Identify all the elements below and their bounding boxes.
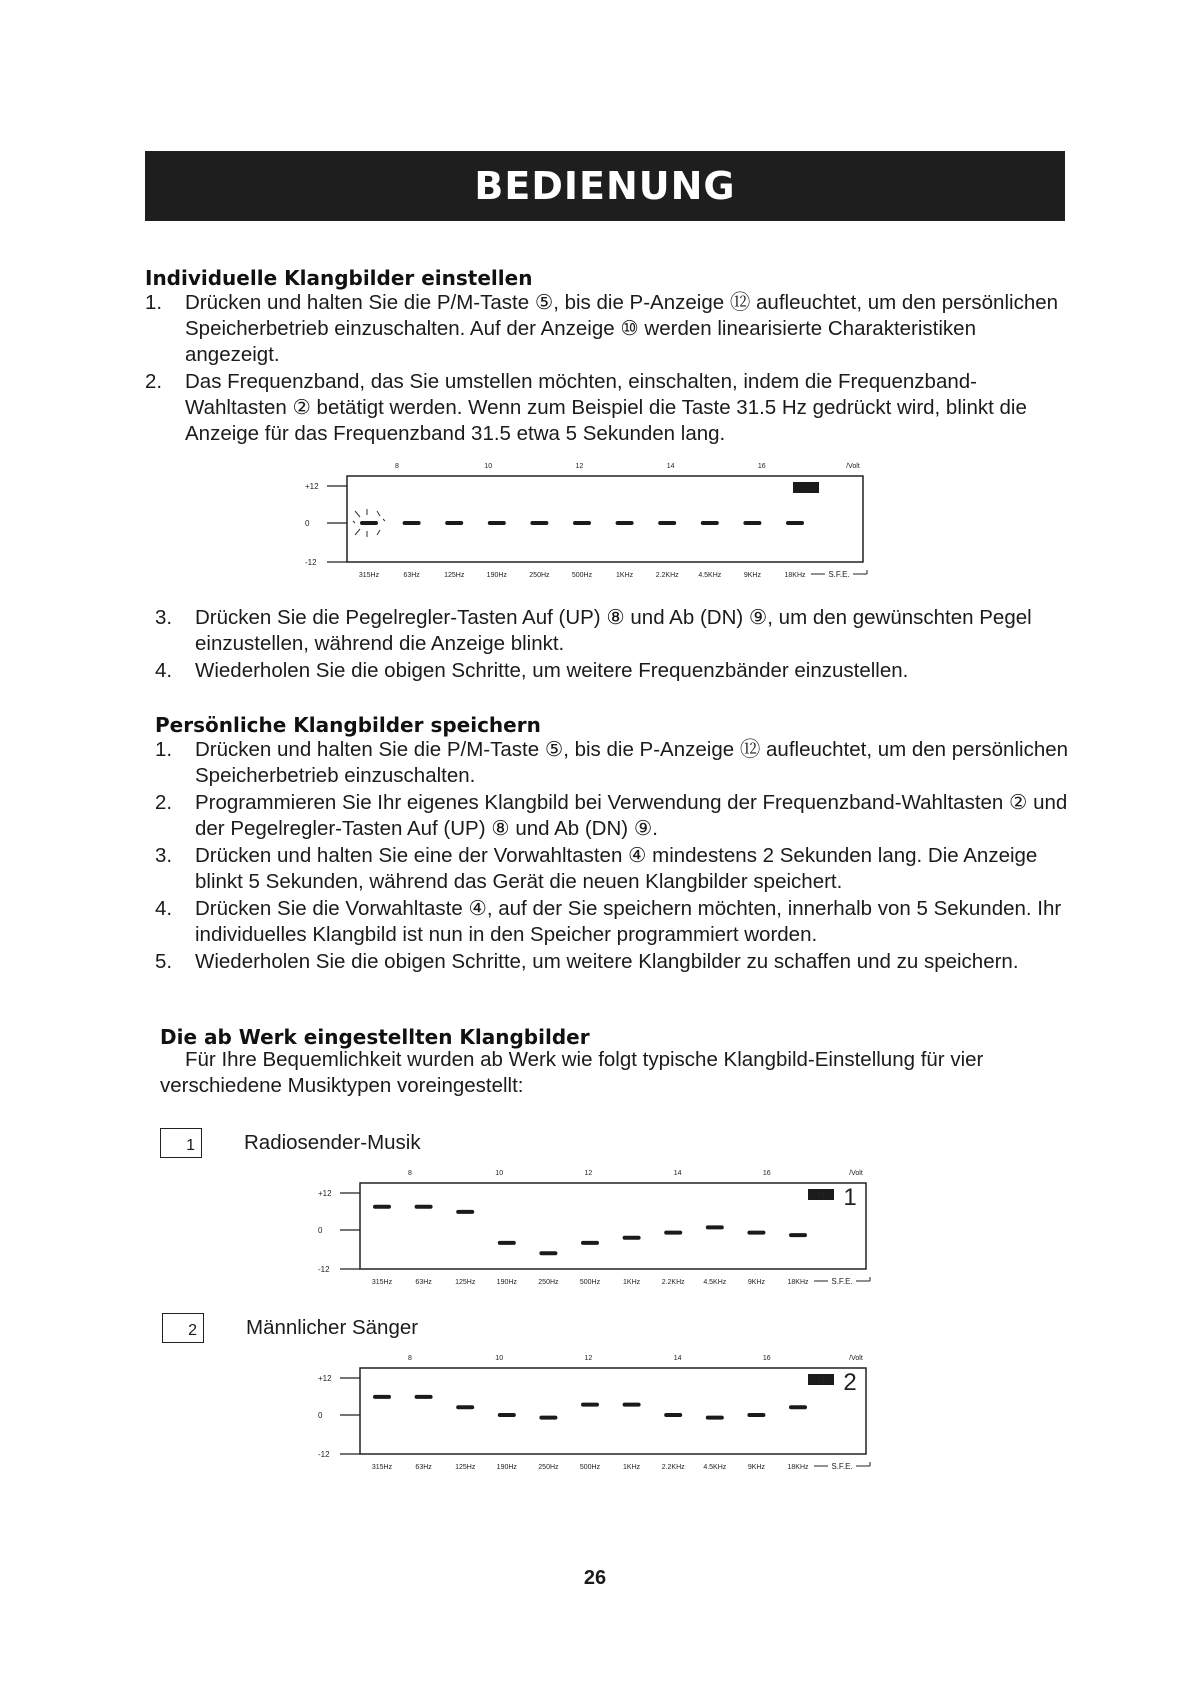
scale-tick-label: 16	[757, 463, 766, 470]
sfe-label: S.F.E.	[831, 1462, 853, 1471]
eq-band-level-bar	[488, 521, 506, 525]
eq-band-level-bar	[743, 521, 761, 525]
level-axis-label: 0	[318, 1411, 323, 1420]
list-item: 4. Drücken Sie die Vorwahltaste ④, auf der Sie speichern möchten, innerhalb von 5 Sekunden. Ihr individuelles Klangbild ist nun in den Speicher programmiert worden.	[155, 897, 1062, 946]
band-frequency-label: 500Hz	[579, 1464, 601, 1471]
band-frequency-label: 18KHz	[787, 1464, 809, 1471]
eq-band-level-bar	[786, 521, 804, 525]
steps-list-individual-continued	[155, 605, 1075, 685]
list-item: 2. Das Frequenzband, das Sie umstellen möchten, einschalten, indem die Frequenzband-Wahltasten ② betätigt werden. Wenn zum Beispiel die Taste 31.5 Hz gedrückt wird, blinkt die Anzeige für das Frequenzband 31.5 etwa 5 Sekunden lang.	[145, 370, 1027, 445]
eq-display-diagram-preset-2	[318, 1350, 928, 1480]
preset-digit-display: 2	[843, 1369, 857, 1396]
scale-tick-label: 8	[408, 1170, 412, 1177]
eq-band-level-bar	[373, 1205, 391, 1209]
scale-tick-label: 14	[666, 463, 675, 470]
scale-tick-label: 12	[575, 463, 584, 470]
eq-band-level-bar	[701, 521, 719, 525]
eq-band-level-bar	[456, 1210, 474, 1214]
band-frequency-label: 2.2KHz	[661, 1464, 685, 1471]
band-frequency-label: 18KHz	[784, 572, 806, 579]
band-frequency-label: 315Hz	[371, 1464, 393, 1471]
list-item: 3. Drücken Sie die Pegelregler-Tasten Auf (UP) ⑧ und Ab (DN) ⑨, um den gewünschten Pegel einzustellen, während die Anzeige blinkt.	[155, 606, 1032, 655]
section-intro-factory: Für Ihre Bequemlichkeit wurden ab Werk wie folgt typische Klangbild-Einstellung für vier verschiedene Musiktypen voreingestellt:	[160, 1048, 984, 1097]
band-frequency-label: 4.5KHz	[703, 1279, 727, 1286]
eq-band-level-bar	[706, 1416, 724, 1420]
band-frequency-label: 250Hz	[529, 572, 550, 579]
eq-band-level-bar	[747, 1413, 765, 1417]
band-frequency-label: 500Hz	[571, 572, 593, 579]
eq-display-frame	[347, 476, 863, 562]
eq-band-level-bar	[539, 1416, 557, 1420]
eq-band-level-bar	[623, 1403, 641, 1407]
eq-display-diagram-personal	[305, 458, 925, 588]
level-axis-label: -12	[318, 1450, 330, 1459]
level-axis-label: 0	[305, 519, 310, 528]
preset-label: Radiosender-Musik	[244, 1131, 421, 1154]
scale-tick-label: /Volt	[849, 1170, 863, 1177]
band-frequency-label: 18KHz	[787, 1279, 809, 1286]
band-frequency-label: 63Hz	[415, 1464, 432, 1471]
scale-tick-label: 10	[495, 1170, 504, 1177]
eq-band-level-bar	[664, 1231, 682, 1235]
level-axis-label: +12	[318, 1374, 332, 1383]
band-frequency-label: 500Hz	[579, 1279, 601, 1286]
scale-tick-label: 8	[395, 463, 399, 470]
eq-band-level-bar	[658, 521, 676, 525]
scale-tick-label: 10	[484, 463, 493, 470]
section-heading-individual: Individuelle Klangbilder einstellen	[145, 266, 533, 290]
sfe-label: S.F.E.	[828, 570, 850, 579]
band-frequency-label: 4.5KHz	[698, 572, 722, 579]
section-heading-factory: Die ab Werk eingestellten Klangbilder	[160, 1025, 590, 1049]
eq-band-level-bar	[616, 521, 634, 525]
list-item: 1. Drücken und halten Sie die P/M-Taste ⑤, bis die P-Anzeige ⑫ aufleuchtet, um den persönlichen Speicherbetrieb einzuschalten. Auf der Anzeige ⑩ werden linearisierte Charakteristiken angezeigt.	[145, 291, 1059, 366]
band-frequency-label: 1KHz	[616, 572, 634, 579]
page-number: 26	[583, 1567, 607, 1589]
band-frequency-label: 9KHz	[747, 1279, 765, 1286]
blink-ray	[377, 530, 380, 535]
blink-ray	[353, 521, 355, 523]
band-frequency-label: 190Hz	[496, 1279, 517, 1286]
preset-digit-display: 1	[843, 1184, 857, 1211]
level-axis-label: -12	[305, 558, 317, 567]
steps-list-save	[155, 737, 1075, 976]
band-frequency-label: 315Hz	[358, 572, 380, 579]
eq-band-level-bar	[581, 1241, 599, 1245]
scale-tick-label: 14	[673, 1170, 682, 1177]
blink-ray	[355, 529, 360, 535]
band-frequency-label: 125Hz	[455, 1279, 476, 1286]
eq-display-frame	[360, 1183, 866, 1269]
scale-tick-label: /Volt	[846, 463, 860, 470]
preset-label: Männlicher Sänger	[246, 1316, 419, 1339]
steps-list-individual	[145, 290, 1070, 448]
level-axis-label: -12	[318, 1265, 330, 1274]
band-frequency-label: 2.2KHz	[655, 572, 679, 579]
band-frequency-label: 2.2KHz	[661, 1279, 685, 1286]
eq-band-level-bar	[789, 1233, 807, 1237]
eq-band-level-bar	[415, 1205, 433, 1209]
scale-tick-label: /Volt	[849, 1355, 863, 1362]
scale-tick-label: 16	[762, 1170, 771, 1177]
scale-tick-label: 16	[762, 1355, 771, 1362]
band-frequency-label: 9KHz	[747, 1464, 765, 1471]
mode-indicator-label: M	[817, 1375, 825, 1385]
band-frequency-label: 1KHz	[623, 1279, 641, 1286]
mode-indicator-label: M	[817, 1190, 825, 1200]
eq-band-level-bar	[623, 1236, 641, 1240]
band-frequency-label: 63Hz	[415, 1279, 432, 1286]
list-item: 1. Drücken und halten Sie die P/M-Taste ⑤, bis die P-Anzeige ⑫ aufleuchtet, um den persönlichen Speicherbetrieb einzuschalten.	[155, 738, 1069, 787]
eq-band-level-bar	[789, 1405, 807, 1409]
band-frequency-label: 4.5KHz	[703, 1464, 727, 1471]
list-item: 4. Wiederholen Sie die obigen Schritte, um weitere Frequenzbänder einzustellen.	[155, 659, 909, 682]
section-heading-save: Persönliche Klangbilder speichern	[155, 713, 541, 737]
level-axis-label: +12	[305, 482, 319, 491]
preset-2	[162, 1313, 418, 1343]
eq-band-level-bar	[360, 521, 378, 525]
eq-band-level-bar	[664, 1413, 682, 1417]
eq-band-level-bar	[445, 521, 463, 525]
eq-band-level-bar	[498, 1241, 516, 1245]
band-frequency-label: 125Hz	[444, 572, 465, 579]
band-frequency-label: 125Hz	[455, 1464, 476, 1471]
scale-tick-label: 10	[495, 1355, 504, 1362]
band-frequency-label: 190Hz	[496, 1464, 517, 1471]
sfe-label: S.F.E.	[831, 1277, 853, 1286]
preset-number-box: 1	[160, 1128, 202, 1158]
preset-number-box: 2	[162, 1313, 204, 1343]
blink-ray	[355, 511, 360, 517]
eq-display-frame	[360, 1368, 866, 1454]
scale-tick-label: 12	[584, 1170, 593, 1177]
band-frequency-label: 9KHz	[743, 572, 761, 579]
band-frequency-label: 250Hz	[538, 1464, 559, 1471]
eq-band-level-bar	[747, 1231, 765, 1235]
scale-tick-label: 14	[673, 1355, 682, 1362]
band-frequency-label: 1KHz	[623, 1464, 641, 1471]
band-frequency-label: 250Hz	[538, 1279, 559, 1286]
eq-band-level-bar	[456, 1405, 474, 1409]
eq-band-level-bar	[498, 1413, 516, 1417]
mode-indicator-label: P	[802, 483, 810, 493]
eq-display-diagram-preset-1	[318, 1165, 928, 1295]
eq-band-level-bar	[415, 1395, 433, 1399]
list-item: 3. Drücken und halten Sie eine der Vorwahltasten ④ mindestens 2 Sekunden lang. Die Anzeige blinkt 5 Sekunden, während das Gerät die neuen Klangbilder speichert.	[155, 844, 1038, 893]
page-header-banner	[145, 151, 1065, 221]
band-frequency-label: 315Hz	[371, 1279, 393, 1286]
page-header-title: BEDIENUNG	[474, 164, 736, 208]
eq-band-level-bar	[373, 1395, 391, 1399]
level-axis-label: +12	[318, 1189, 332, 1198]
list-item: 2. Programmieren Sie Ihr eigenes Klangbild bei Verwendung der Frequenzband-Wahltasten ② und der Pegelregler-Tasten Auf (UP) ⑧ und Ab (DN) ⑨.	[155, 791, 1068, 840]
level-axis-label: 0	[318, 1226, 323, 1235]
eq-band-level-bar	[539, 1251, 557, 1255]
eq-band-level-bar	[530, 521, 548, 525]
eq-band-level-bar	[706, 1225, 724, 1229]
band-frequency-label: 63Hz	[403, 572, 420, 579]
blink-ray	[377, 511, 380, 516]
blink-ray	[383, 519, 385, 521]
band-frequency-label: 190Hz	[486, 572, 507, 579]
eq-band-level-bar	[581, 1403, 599, 1407]
preset-1	[160, 1128, 421, 1158]
scale-tick-label: 8	[408, 1355, 412, 1362]
list-item: 5. Wiederholen Sie die obigen Schritte, um weitere Klangbilder zu schaffen und zu speichern.	[155, 950, 1019, 973]
eq-band-level-bar	[573, 521, 591, 525]
scale-tick-label: 12	[584, 1355, 593, 1362]
eq-band-level-bar	[403, 521, 421, 525]
